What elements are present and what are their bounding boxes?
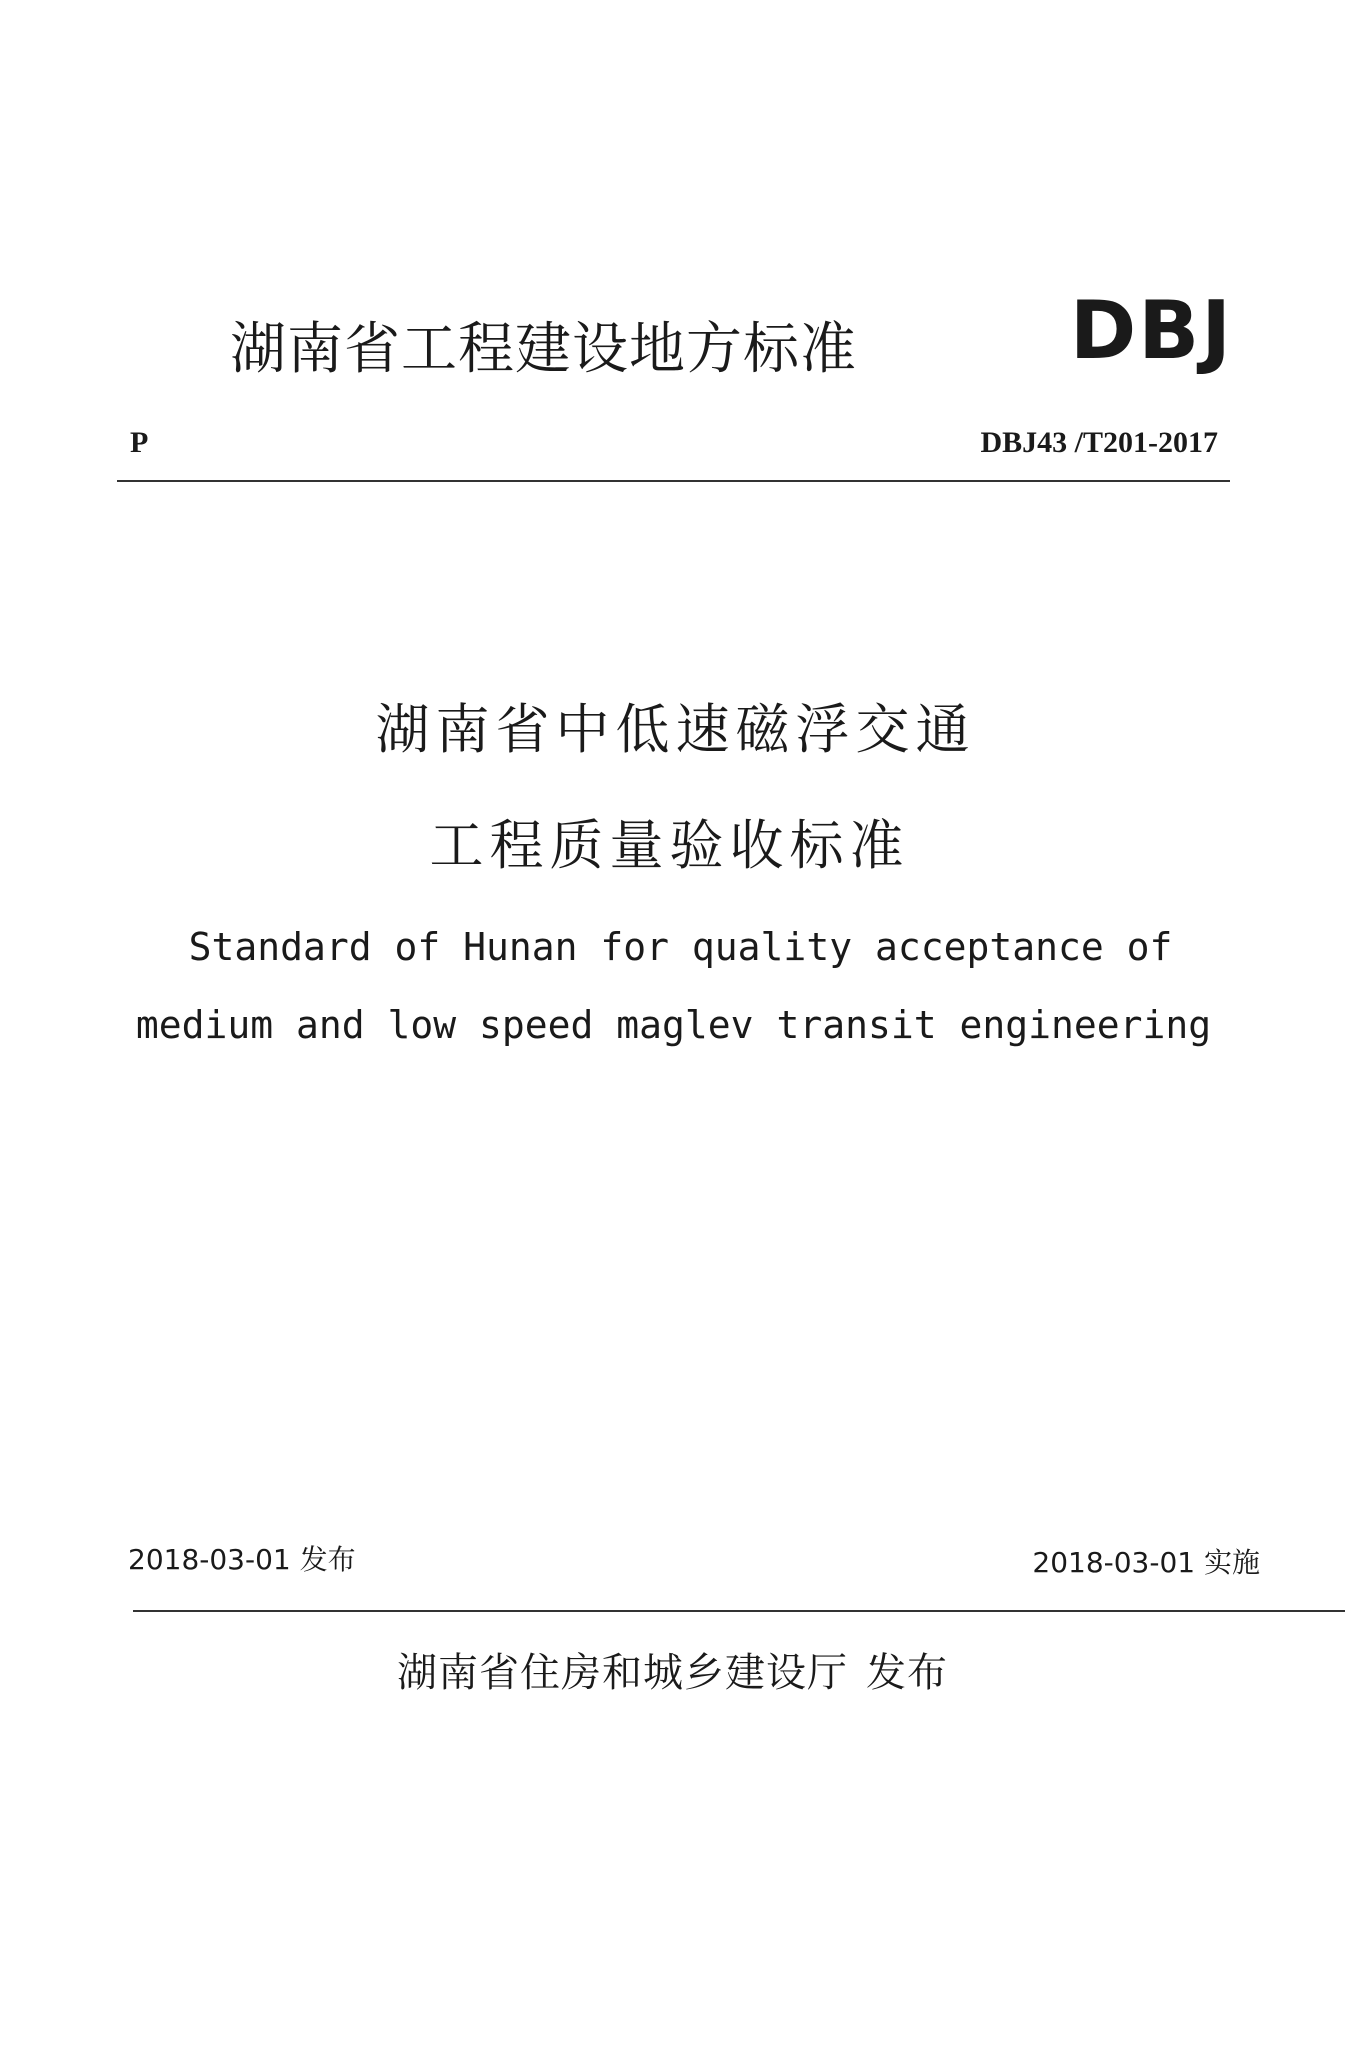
publisher-line: [0, 1648, 1345, 1698]
standard-number: DBJ43 /T201-2017: [980, 426, 1218, 459]
chinese-title-line-1: 湖南省中低速磁浮交通: [375, 698, 976, 761]
series-title: 湖南省工程建设地方标准: [230, 317, 857, 382]
issue-date: 2018-03-01 发布: [128, 1543, 356, 1576]
top-divider: [117, 480, 1230, 482]
publisher-name: 湖南省住房和城乡建设厅: [397, 1650, 848, 1696]
publisher-action: 发布: [866, 1650, 948, 1696]
implementation-date: 2018-03-01 实施: [1032, 1546, 1260, 1579]
category-code: P: [130, 426, 149, 459]
bottom-divider: [133, 1610, 1345, 1612]
chinese-title-line-2: 工程质量验收标准: [429, 814, 910, 877]
english-title-line-1: Standard of Hunan for quality acceptance of: [188, 925, 1173, 969]
standard-mark: DBJ: [1069, 284, 1233, 377]
english-title-line-2: medium and low speed maglev transit engineering: [135, 1003, 1212, 1047]
